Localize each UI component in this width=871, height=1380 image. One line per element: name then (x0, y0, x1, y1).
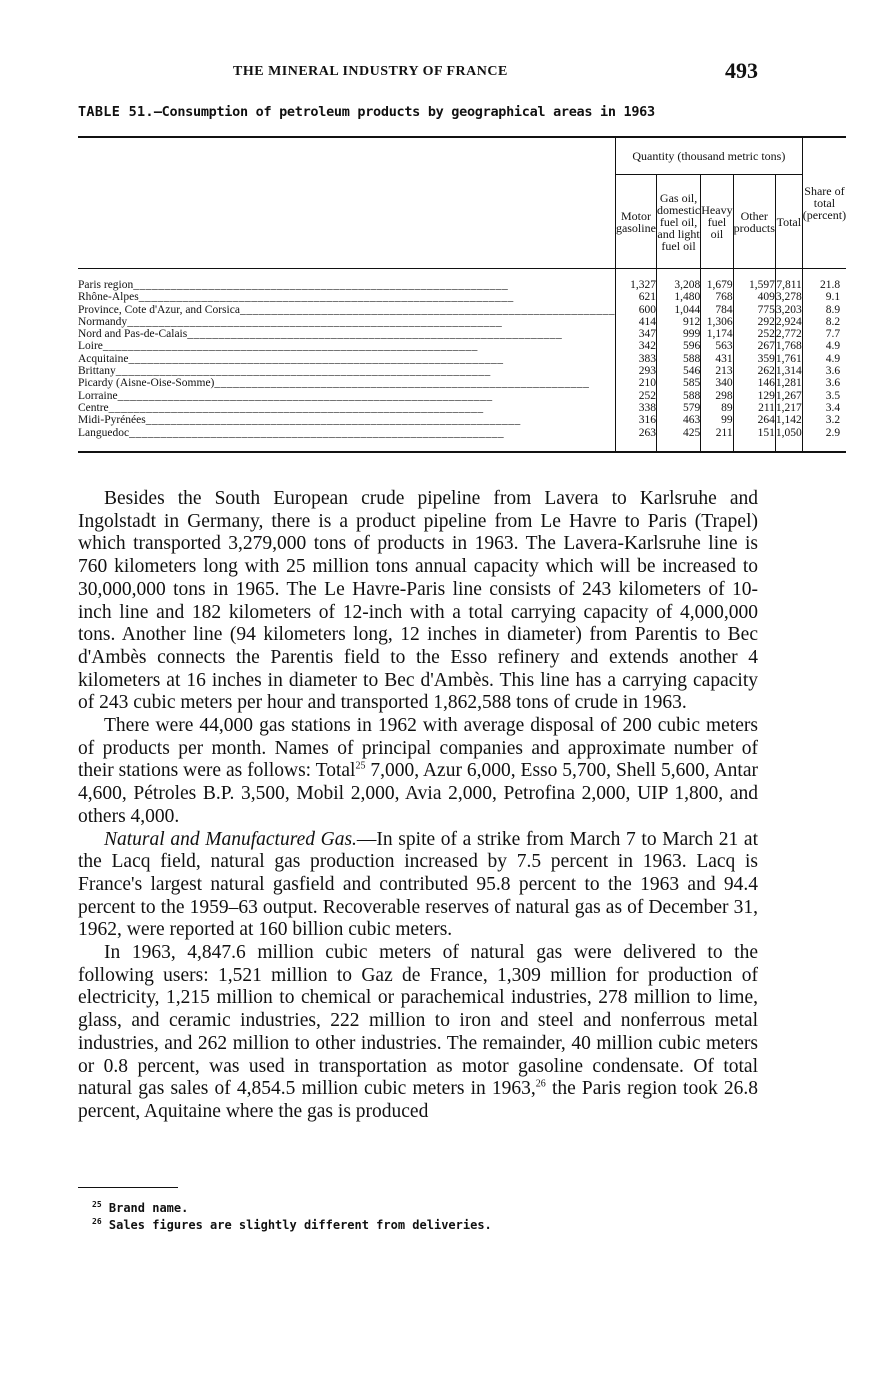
col-header-other: Other products (733, 175, 775, 269)
cell-share: 21.8 (802, 269, 846, 292)
cell-share: 9.1 (802, 291, 846, 303)
cell-gasoil: 425 (656, 427, 700, 452)
cell-share: 4.9 (802, 353, 846, 365)
region-cell (78, 365, 615, 377)
cell-motor: 263 (615, 427, 656, 452)
cell-other: 146 (733, 377, 775, 389)
cell-gasoil: 463 (656, 414, 700, 426)
cell-motor: 347 (615, 328, 656, 340)
cell-share: 4.9 (802, 340, 846, 352)
cell-total: 1,142 (775, 414, 802, 427)
cell-motor: 342 (615, 340, 656, 352)
gas-stations-text-a: There were 44,000 gas stations in 1962 with average disposal of 200 cubic meters of products per month. Names of principal companies and approximate number of their stations were as follows: Total (78, 715, 758, 782)
cell-other: 252 (733, 328, 775, 340)
cell-motor: 414 (615, 316, 656, 328)
cell-motor: 338 (615, 402, 656, 414)
table-caption (78, 104, 758, 120)
cell-total: 1,050 (775, 427, 802, 452)
cell-other: 409 (733, 291, 775, 303)
table-row (78, 340, 846, 352)
col-header-total: Total (775, 175, 802, 269)
cell-heavy: 768 (701, 291, 733, 303)
cell-share: 7.7 (802, 328, 846, 340)
cell-share: 3.4 (802, 402, 846, 414)
leader-dots: ____________________________________________________________ (239, 303, 615, 316)
table-row (78, 402, 846, 414)
cell-gasoil: 999 (656, 328, 700, 340)
paragraph-gas-stations (78, 715, 758, 829)
cell-share: 8.2 (802, 316, 846, 328)
natural-gas-text: —In spite of a strike from March 7 to March 21 at the Lacq field, natural gas production increased by 7.5 percent in 1963. Lacq is France's largest natural gasfield and contributed 95.8 percent to the 1963 and 94.4 percent to the 1959–63 output. Recoverable reserves of natural gas as of December 31, 1962, were reported at 160 billion cubic meters. (78, 828, 758, 941)
table-body (78, 269, 846, 452)
leader-dots: ____________________________________________________________ (214, 377, 590, 390)
table-row (78, 390, 846, 402)
cell-gasoil: 3,208 (656, 269, 700, 292)
region-cell (78, 304, 615, 316)
footnote-25 (92, 1198, 492, 1215)
col-header-heavy: Heavy fuel oil (701, 175, 733, 269)
footnote-26 (92, 1215, 492, 1232)
cell-total: 2,772 (775, 328, 802, 341)
footnote-ref-26[interactable]: 26 (535, 1078, 546, 1090)
leader-dots: ____________________________________________________________ (127, 315, 503, 328)
cell-total: 1,281 (775, 377, 802, 390)
leader-dots: ____________________________________________________________ (128, 352, 504, 365)
cell-heavy: 1,679 (701, 269, 733, 292)
running-title: THE MINERAL INDUSTRY OF FRANCE (233, 64, 508, 79)
region-cell (78, 377, 615, 389)
region-name: Centre (78, 401, 109, 414)
cell-heavy: 89 (701, 402, 733, 414)
paragraph-natural-gas (78, 829, 758, 943)
cell-other: 151 (733, 427, 775, 452)
region-name: Nord and Pas-de-Calais (78, 328, 188, 341)
gas-stations-text-b: 7,000, Azur 6,000, Esso 5,700, Shell 5,600, Antar 4,600, Pétroles B.P. 3,500, Mobil 2,000, Avia 2,000, Petrofina 2,000, UIP 1,800, and others 4,000. (78, 760, 758, 827)
leader-dots: ____________________________________________________________ (145, 414, 521, 427)
table-row (78, 353, 846, 365)
section-heading-natural-gas: Natural and Manufactured Gas. (104, 828, 357, 850)
paragraph-gas-deliveries (78, 942, 758, 1124)
page-number: 493 (725, 58, 758, 83)
cell-heavy: 563 (701, 340, 733, 352)
cell-total: 1,768 (775, 340, 802, 353)
cell-other: 1,597 (733, 269, 775, 292)
cell-share: 3.6 (802, 377, 846, 389)
cell-heavy: 99 (701, 414, 733, 426)
region-name: Languedoc (78, 426, 130, 439)
region-name: Lorraine (78, 389, 118, 402)
region-cell (78, 402, 615, 414)
table-row (78, 414, 846, 426)
region-header (78, 175, 615, 269)
col-header-motor: Motor gasoline (615, 175, 656, 269)
table-row (78, 427, 846, 452)
footnote-ref-25[interactable]: 25 (355, 760, 366, 772)
table-row (78, 291, 846, 303)
cell-motor: 293 (615, 365, 656, 377)
cell-heavy: 340 (701, 377, 733, 389)
leader-dots: ____________________________________________________________ (102, 340, 478, 353)
cell-total: 2,924 (775, 315, 802, 328)
cell-motor: 1,327 (615, 269, 656, 292)
cell-motor: 600 (615, 304, 656, 316)
cell-share: 3.5 (802, 390, 846, 402)
footnote-mark-26: 26 (92, 1217, 102, 1226)
region-cell (78, 427, 615, 452)
cell-motor: 210 (615, 377, 656, 389)
footnote-text-25: Brand name. (108, 1201, 189, 1215)
cell-share: 2.9 (802, 427, 846, 452)
region-cell (78, 316, 615, 328)
region-cell (78, 328, 615, 340)
cell-heavy: 1,306 (701, 316, 733, 328)
cell-other: 264 (733, 414, 775, 426)
leader-dots: ____________________________________________________________ (117, 389, 493, 402)
region-cell (78, 414, 615, 426)
paragraph-pipelines: Besides the South European crude pipeline from Lavera to Karlsruhe and Ingolstadt in Germany, there is a product pipeline from Le Havre to Paris (Trapel) which transported 3,279,000 tons of products in 1963. The Lavera-Karlsruhe line is 760 kilometers long with 25 million tons annual capacity which will be increased to 30,000,000 tons in 1965. The Le Havre-Paris line consists of 243 kilometers of 10-inch line and 182 kilometers of 12-inch with a total carrying capacity of 4,000,000 tons. Another line (94 kilometers long, 12 inches in diameter) from Parentis to Bec d'Ambès connects the Parentis field to the Esso refinery and extends another 4 kilometers at 16 inches in diameter to Bec d'Ambès. This line has a carrying capacity of 243 cubic meters per hour and transported 1,862,588 tons of crude in 1963. (78, 488, 758, 714)
cell-gasoil: 588 (656, 353, 700, 365)
cell-total: 1,267 (775, 389, 802, 402)
table-row (78, 269, 846, 292)
cell-heavy: 298 (701, 390, 733, 402)
leader-dots: ____________________________________________________________ (187, 328, 563, 341)
cell-total: 1,761 (775, 352, 802, 365)
region-name: Brittany (78, 365, 116, 378)
footnotes (78, 1198, 492, 1232)
cell-heavy: 1,174 (701, 328, 733, 340)
region-cell (78, 291, 615, 303)
cell-gasoil: 1,480 (656, 291, 700, 303)
cell-total: 3,203 (775, 303, 802, 316)
cell-other: 129 (733, 390, 775, 402)
cell-gasoil: 546 (656, 365, 700, 377)
cell-motor: 621 (615, 291, 656, 303)
consumption-table (78, 136, 846, 453)
cell-other: 775 (733, 304, 775, 316)
region-header-blank (78, 137, 615, 175)
cell-share: 8.9 (802, 304, 846, 316)
leader-dots: ____________________________________________________________ (138, 291, 514, 304)
cell-heavy: 431 (701, 353, 733, 365)
table-row (78, 365, 846, 377)
region-cell (78, 269, 615, 292)
leader-dots: ____________________________________________________________ (115, 365, 491, 378)
cell-other: 359 (733, 353, 775, 365)
region-name: Normandy (78, 315, 128, 328)
footnote-mark-25: 25 (92, 1200, 102, 1209)
region-name: Province, Cote d'Azur, and Corsica (78, 303, 240, 316)
cell-motor: 316 (615, 414, 656, 426)
cell-gasoil: 579 (656, 402, 700, 414)
cell-total: 1,217 (775, 401, 802, 414)
region-cell (78, 353, 615, 365)
cell-gasoil: 1,044 (656, 304, 700, 316)
region-name: Picardy (Aisne-Oise-Somme) (78, 377, 215, 390)
quantity-group-header: Quantity (thousand metric tons) (615, 137, 802, 175)
table-row (78, 316, 846, 328)
region-name: Midi-Pyrénées (78, 414, 146, 427)
region-name: Acquitaine (78, 352, 129, 365)
cell-motor: 383 (615, 353, 656, 365)
deliveries-text-a: In 1963, 4,847.6 million cubic meters of natural gas were delivered to the following users: 1,521 million to Gaz de France, 1,309 million for production of electricity, 1,215 million to chemical or parachemical industries, 278 million to lime, glass, and ceramic industries, 222 million to iron and steel and nonferrous metal industries, and 262 million to other industries. The remainder, 40 million cubic meters or 0.8 percent, was used in transportation as motor gasoline condensate. Of total natural gas sales of 4,854.5 million cubic meters in 1963, (78, 942, 758, 1100)
cell-share: 3.2 (802, 414, 846, 426)
leader-dots: ____________________________________________________________ (133, 279, 509, 291)
table-caption-text: —Consumption of petroleum products by geographical areas in 1963 (153, 104, 655, 120)
cell-total: 3,278 (775, 291, 802, 304)
cell-gasoil: 585 (656, 377, 700, 389)
cell-other: 267 (733, 340, 775, 352)
cell-motor: 252 (615, 390, 656, 402)
cell-heavy: 211 (701, 427, 733, 452)
cell-gasoil: 596 (656, 340, 700, 352)
cell-total: 7,811 (775, 269, 802, 292)
footnote-rule (78, 1187, 178, 1188)
table-row (78, 304, 846, 316)
cell-heavy: 213 (701, 365, 733, 377)
cell-other: 292 (733, 316, 775, 328)
region-cell (78, 340, 615, 352)
cell-heavy: 784 (701, 304, 733, 316)
col-header-share: Share of total (percent) (802, 137, 846, 269)
region-name: Paris region (78, 279, 134, 291)
cell-total: 1,314 (775, 365, 802, 378)
cell-gasoil: 588 (656, 390, 700, 402)
region-name: Loire (78, 340, 103, 353)
deliveries-text-b: the Paris region took 26.8 percent, Aquitaine where the gas is produced (78, 1078, 758, 1122)
table-row (78, 377, 846, 389)
table-caption-lead: TABLE 51. (78, 104, 154, 120)
region-name: Rhône-Alpes (78, 291, 139, 304)
cell-gasoil: 912 (656, 316, 700, 328)
footnote-text-26: Sales figures are slightly different from deliveries. (108, 1218, 492, 1232)
cell-other: 262 (733, 365, 775, 377)
cell-other: 211 (733, 402, 775, 414)
cell-share: 3.6 (802, 365, 846, 377)
body-text (78, 488, 758, 1124)
col-header-gasoil: Gas oil, domestic fuel oil, and light fuel oil (656, 175, 700, 269)
running-head (78, 58, 758, 88)
leader-dots: ____________________________________________________________ (108, 401, 484, 414)
leader-dots: ____________________________________________________________ (129, 426, 505, 439)
region-cell (78, 390, 615, 402)
table-row (78, 328, 846, 340)
